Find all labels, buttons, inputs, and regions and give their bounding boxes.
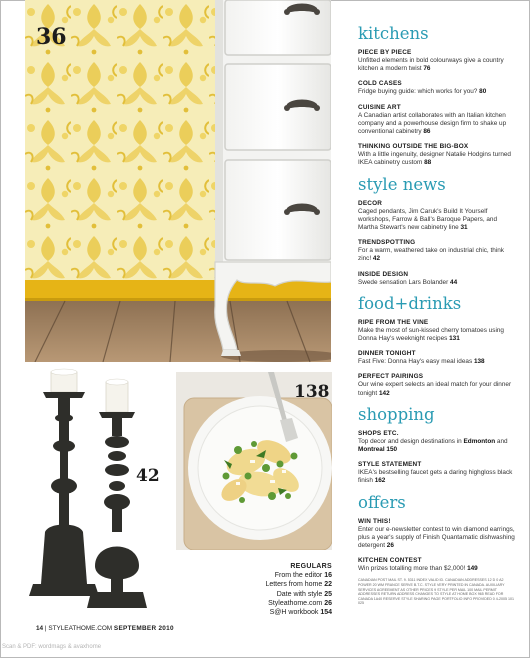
regulars-item[interactable]: Letters from home 22 — [265, 581, 332, 589]
kitchens-page-number: 36 — [36, 24, 67, 50]
section-title-shopping: shopping — [358, 404, 435, 424]
section-title-food-drinks: food+drinks — [358, 293, 462, 313]
section-shopping — [358, 405, 518, 486]
regulars-item[interactable]: Date with style 25 — [276, 590, 332, 598]
toc-entry-style-statement[interactable]: STYLE STATEMENT IKEA's bestselling faucet gets a daring highgloss black finish 162 — [358, 461, 513, 485]
page-folio: 14 | STYLEATHOME.COM SEPTEMBER 2010 — [36, 625, 174, 632]
scan-credit: Scan & PDF: wordmags & avaxhome — [2, 644, 102, 650]
toc-entry-cold-cases[interactable]: COLD CASES Fridge buying guide: which works for you? 80 — [358, 80, 487, 96]
toc-entry-ripe-from-the-vine[interactable]: RIPE FROM THE VINE Make the most of sun-kissed cherry tomatoes using Donna Hay's weeknight recipes 131 — [358, 318, 504, 343]
trendspotting-page-number: 42 — [136, 466, 160, 486]
candlesticks-illustration — [25, 362, 175, 624]
toc-entry-perfect-pairings[interactable]: PERFECT PAIRINGS Our wine expert selects an ideal match for your dinner tonight 142 — [358, 373, 512, 397]
folio-site[interactable]: STYLEATHOME.COM — [48, 625, 113, 632]
toc-entry-decor[interactable]: DECOR Caged pendants, Jim Caruk's Build It Yourself workshops, Farrow & Ball's Baroque Papers, and Martha Stewart's new cabinetry line 31 — [358, 199, 498, 232]
regulars-item[interactable]: From the editor 16 — [274, 572, 332, 580]
regulars-item[interactable]: S@H workbook 154 — [269, 609, 332, 617]
regulars-item[interactable]: Styleathome.com 26 — [268, 599, 332, 607]
folio-page-number: 14 — [36, 625, 44, 632]
regulars-heading: REGULARS — [290, 563, 332, 570]
toc-entry-piece-by-piece[interactable]: PIECE BY PIECE Unfitted elements in bold colourways give a country kitchen a modern twist 76 — [358, 49, 504, 73]
toc-entry-dinner-tonight[interactable]: DINNER TONIGHT Fast Five: Donna Hay's easy meal ideas 138 — [358, 350, 485, 366]
regulars-list — [176, 562, 332, 617]
toc-entry-cuisine-art[interactable]: CUISINE ART A Canadian artist collaborates with an Italian kitchen company and a powerhouse design firm to shake up conventional cabinetry 86 — [358, 103, 507, 136]
section-title-kitchens: kitchens — [358, 24, 429, 43]
folio-issue-date: SEPTEMBER 2010 — [113, 625, 174, 632]
section-kitchens — [358, 24, 518, 168]
section-style-news — [358, 175, 518, 287]
section-offers — [358, 493, 518, 606]
toc-entry-win-this[interactable]: WIN THIS! Enter our e-newsletter contest to win diamond earrings, plus a year's supply of Finish Quantamatic dishwashing detergent 26 — [358, 517, 515, 550]
dinner-tonight-page-number: 138 — [294, 382, 330, 402]
section-title-style-news: style news — [358, 174, 446, 194]
wallpaper-dresser-illustration — [25, 0, 331, 362]
candlesticks-photo — [25, 362, 175, 624]
toc-entry-thinking-outside-big-box[interactable]: THINKING OUTSIDE THE BIG-BOX With a little ingenuity, designer Natalie Hodgins turned IKEA cabinetry custom 88 — [358, 143, 511, 167]
kitchen-dresser-photo — [25, 0, 331, 362]
toc-entry-inside-design[interactable]: INSIDE DESIGN Swede sensation Lars Bolander 44 — [358, 270, 458, 286]
section-title-offers: offers — [358, 492, 406, 512]
toc-entry-trendspotting[interactable]: TRENDSPOTTING For a warm, weathered take on industrial chic, think zinc! 42 — [358, 239, 504, 263]
postal-fine-print: CANADIAN POST MAIL ST. 9. 5311 INDEX VALID ID. CANADIAN ADDRESSES 12 D 0 A2 POWER 20 WM FRANCE SERVE B.T.C. STYLE VERY PRINTED IN CANADA. AUXILIARY SERVICES AGREEMENT AS OTHER PRICES 9 STYLE PER MAIL 100 MAIL PERMIT ADDRESSES RETURN ADDRESS CHANGES TO STYLE AT HOME BOX 965 READ FOR CANADA 1A40 RESERVE STYLE SHARING PAGE PORTFOLIO INFO PROVIDED 0 4-2005 101 025 — [358, 578, 514, 606]
table-of-contents — [358, 24, 518, 608]
toc-entry-shops-etc[interactable]: SHOPS ETC. Top decor and design destinations in Edmonton and Montreal 150 — [358, 429, 508, 454]
section-food-drinks — [358, 294, 518, 398]
toc-entry-kitchen-contest[interactable]: KITCHEN CONTEST Win prizes totalling more than $2,000! 149 — [358, 557, 478, 573]
